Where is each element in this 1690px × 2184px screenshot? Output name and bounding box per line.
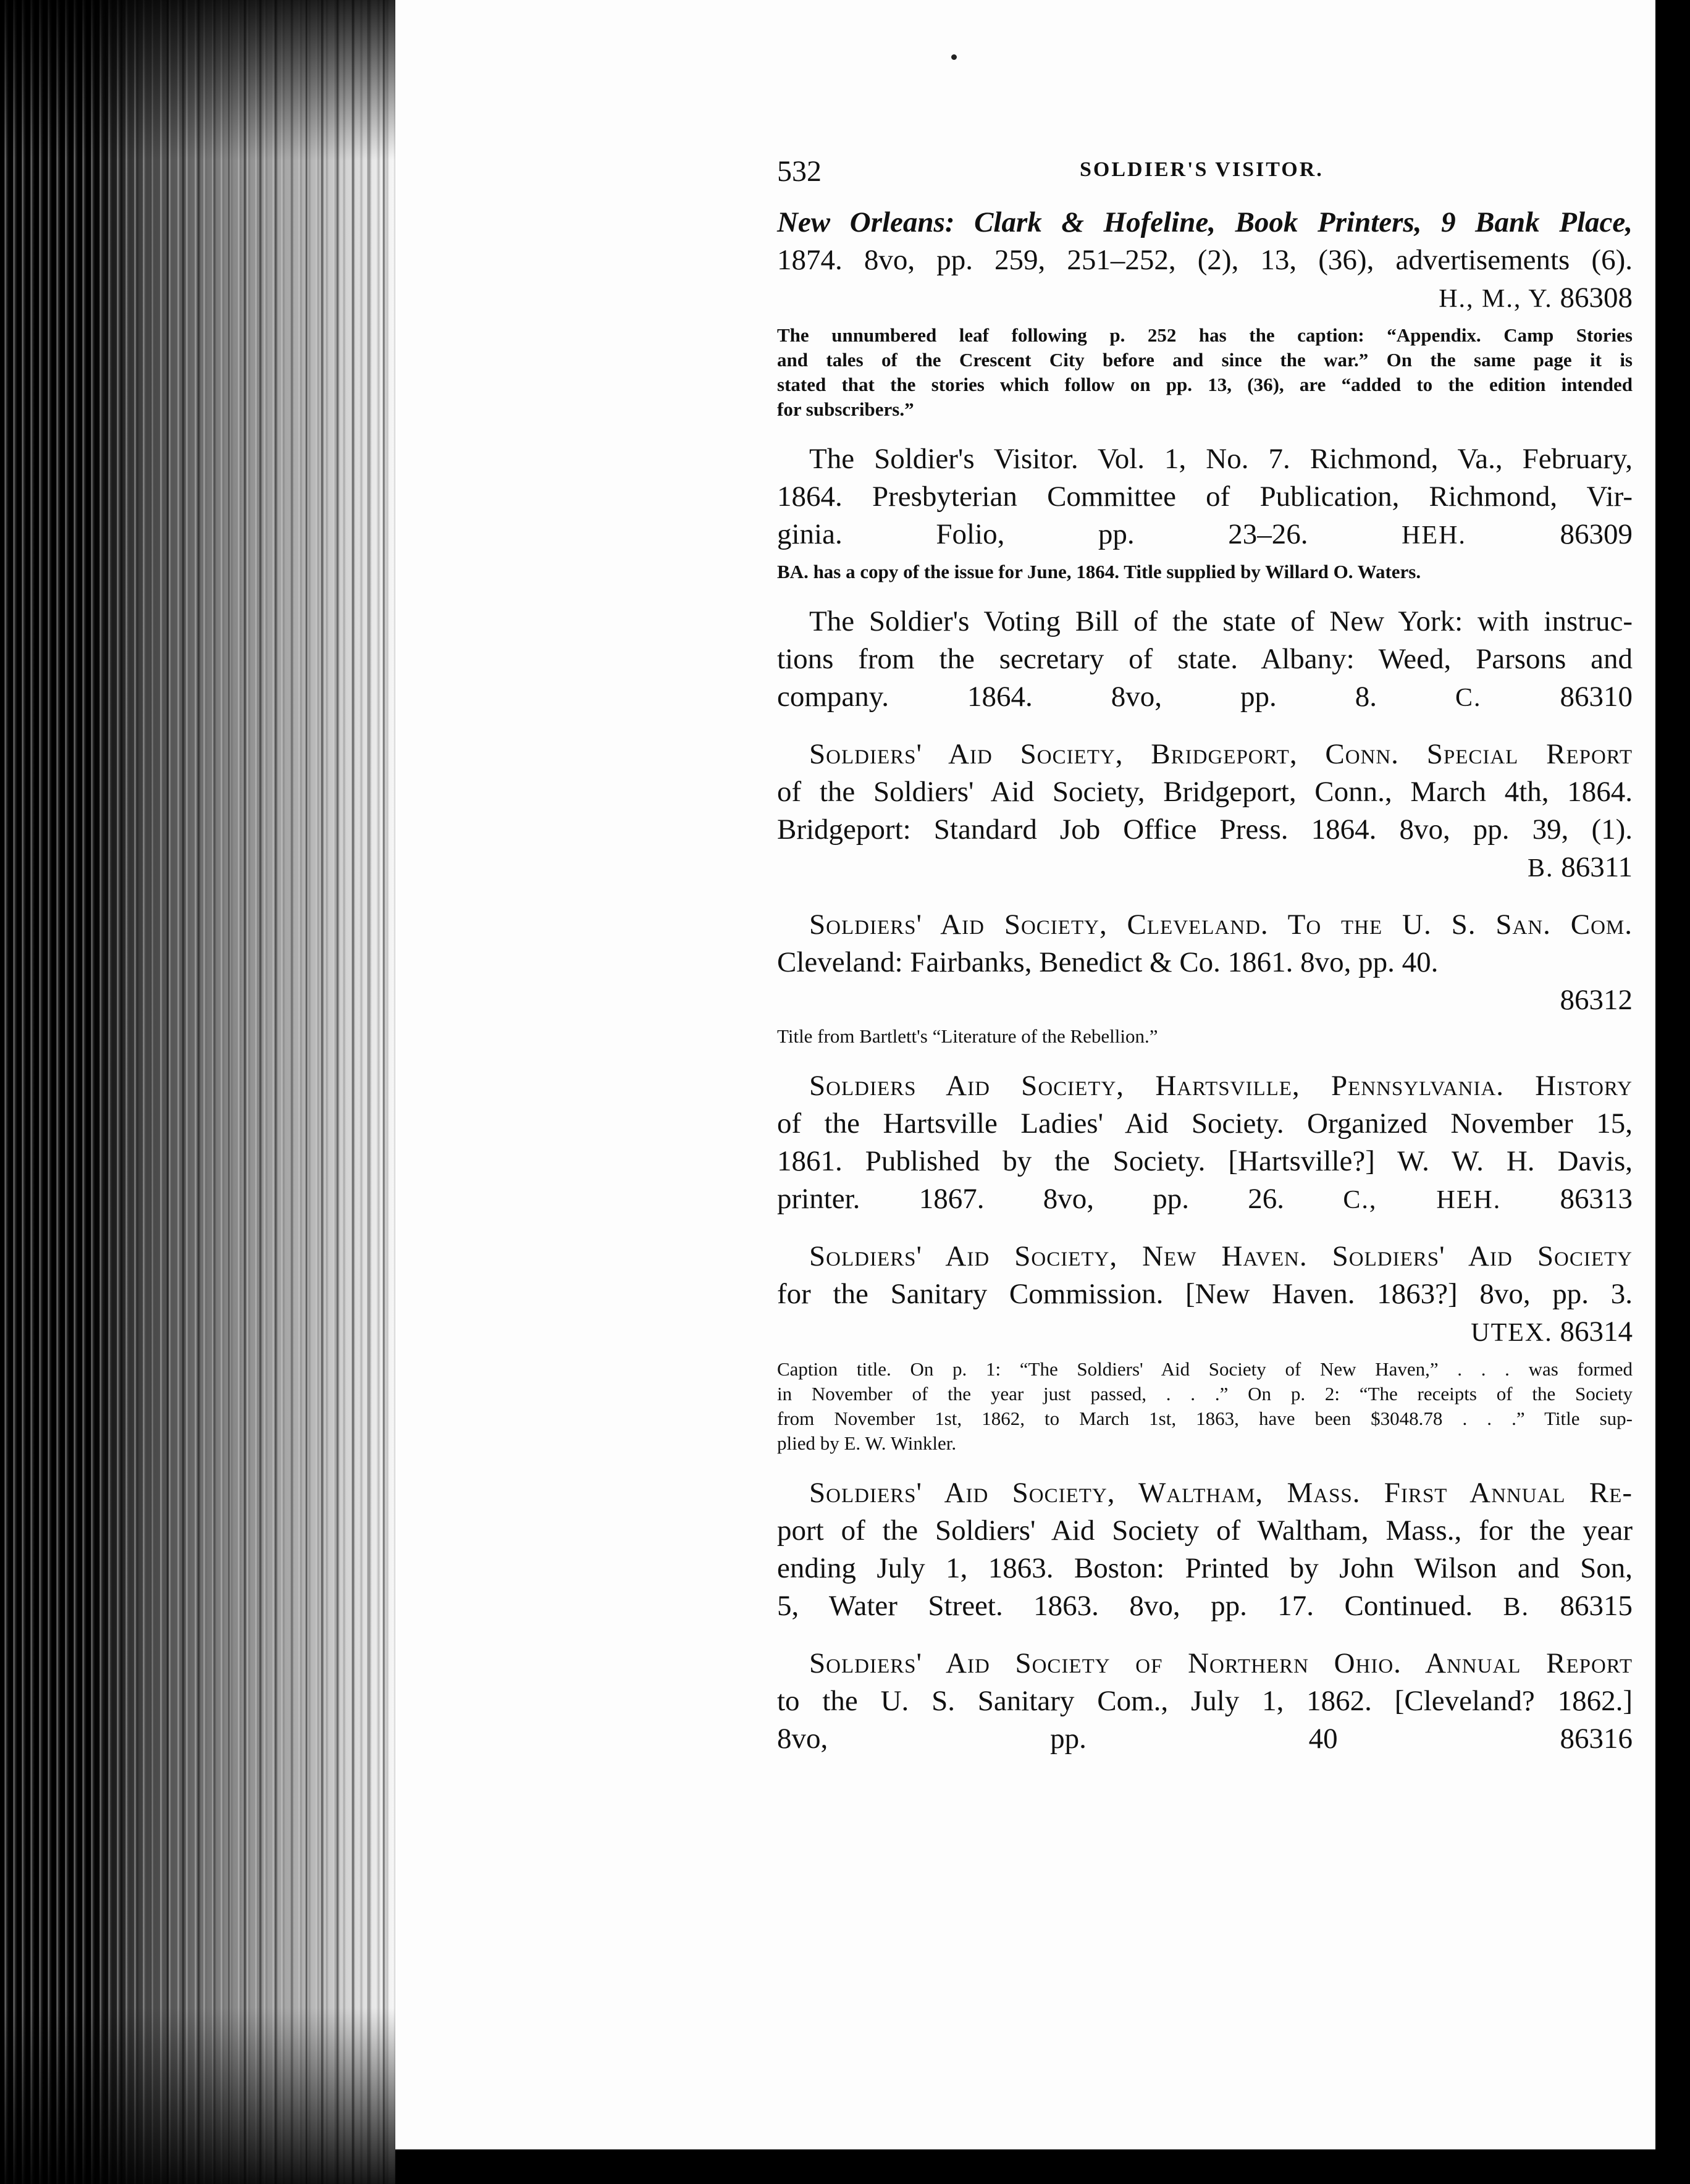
running-head: SOLDIER'S VISITOR. [1080, 158, 1324, 181]
entry-line: 8vo, pp. 40 [777, 1723, 1338, 1755]
entry-line: of the Soldiers' Aid Society, Bridgeport, Conn., March 4th, 1864. [777, 776, 1633, 808]
entry-line-with-number [777, 516, 1633, 555]
entry-line: 1861. Published by the Society. [Hartsville?] W. W. H. Davis, [777, 1145, 1633, 1177]
note-line: stated that the stories which follow on pp. 13, (36), are “added to the edition intended [777, 374, 1633, 395]
entry-line: Bridgeport: Standard Job Office Press. 1864. 8vo, pp. 39, (1). [777, 813, 1633, 846]
entry-locations: C., HEH. [1343, 1186, 1502, 1214]
entry-locations-number [777, 849, 1633, 888]
entry-line: Soldiers Aid Society, Hartsville, Pennsylvania. History [809, 1070, 1633, 1102]
entry-note [777, 323, 1633, 422]
ink-speck [951, 54, 957, 60]
scan-border-right [1655, 0, 1690, 2184]
entry-line: printer. 1867. 8vo, pp. 26. [777, 1183, 1285, 1215]
entry-line-with-number [777, 1720, 1633, 1758]
note-line: Caption title. On p. 1: “The Soldiers' Aid Society of New Haven,” . . . was formed [777, 1358, 1633, 1380]
entry-line: of the Hartsville Ladies' Aid Society. Organized November 15, [777, 1107, 1633, 1140]
entry-line-with-number [777, 1587, 1633, 1626]
entry-locations-number [1343, 1183, 1633, 1215]
entry-number: 86310 [1560, 681, 1633, 713]
bibliography-entry [777, 440, 1633, 555]
entry-line: Soldiers' Aid Society, New Haven. Soldiers' Aid Society [809, 1240, 1633, 1272]
entry-locations-number [1455, 681, 1633, 713]
entry-number: 86312 [1560, 984, 1633, 1016]
entry-locations-number [1402, 518, 1633, 550]
entry-line: The Soldier's Voting Bill of the state of New York: with instruc- [809, 605, 1633, 637]
entry-line: ending July 1, 1863. Boston: Printed by John Wilson and Son, [777, 1552, 1633, 1584]
entry-line: port of the Soldiers' Aid Society of Waltham, Mass., for the year [777, 1514, 1633, 1547]
entry-line-with-number [777, 1180, 1633, 1219]
page-content [777, 148, 1633, 1758]
entry-number: 86311 [1561, 851, 1633, 883]
bibliography-entry [777, 1645, 1633, 1758]
bibliography-entry [777, 1067, 1633, 1219]
bibliography-entry [777, 603, 1633, 717]
note-line: BA. has a copy of the issue for June, 1864. Title supplied by Willard O. Waters. [777, 561, 1421, 582]
note-line: for subscribers.” [777, 398, 914, 420]
spine-shadow [0, 0, 395, 2184]
entry-number: 86314 [1560, 1316, 1633, 1348]
entry-line: tions from the secretary of state. Albany: Weed, Parsons and [777, 643, 1633, 675]
entry-number: 86309 [1560, 518, 1633, 550]
note-line: Title from Bartlett's “Literature of the Rebellion.” [777, 1025, 1158, 1047]
entry-line: The Soldier's Visitor. Vol. 1, No. 7. Richmond, Va., February, [809, 443, 1633, 475]
entry-locations: HEH. [1402, 521, 1466, 550]
page-header [777, 148, 1633, 204]
entry-line: for the Sanitary Commission. [New Haven. 1863?] 8vo, pp. 3. [777, 1278, 1633, 1310]
entry-locations: B. [1503, 1593, 1530, 1621]
entry-line: Soldiers' Aid Society, Cleveland. To the U. S. San. Com. [809, 909, 1633, 941]
note-line: from November 1st, 1862, to March 1st, 1863, have been $3048.78 . . .” Title sup- [777, 1408, 1633, 1429]
entry-locations: H., M., Y. [1439, 285, 1553, 313]
note-line: The unnumbered leaf following p. 252 has the caption: “Appendix. Camp Stories [777, 324, 1633, 346]
note-line: plied by E. W. Winkler. [777, 1432, 957, 1454]
note-line: in November of the year just passed, . . .” On p. 2: “The receipts of the Society [777, 1383, 1633, 1405]
bibliography-entry [777, 1474, 1633, 1626]
entry-number: 86315 [1560, 1590, 1633, 1622]
entry-line: 1864. Presbyterian Committee of Publication, Richmond, Vir- [777, 481, 1633, 513]
entry-line: Cleveland: Fairbanks, Benedict & Co. 1861. 8vo, pp. 40. [777, 946, 1439, 978]
entry-line: Soldiers' Aid Society of Northern Ohio. Annual Report [809, 1647, 1633, 1679]
entry-line: New Orleans: Clark & Hofeline, Book Printers, 9 Bank Place, [777, 206, 1633, 238]
entry-line: Soldiers' Aid Society, Waltham, Mass. First Annual Re- [809, 1477, 1633, 1509]
entry-note [777, 1024, 1633, 1049]
entry-line: to the U. S. Sanitary Com., July 1, 1862. [Cleveland? 1862.] [777, 1685, 1633, 1717]
entry-line: ginia. Folio, pp. 23–26. [777, 518, 1308, 550]
bibliography-entry [777, 1238, 1633, 1352]
bibliography-entry [777, 204, 1633, 318]
entry-locations: UTEX. [1471, 1319, 1553, 1347]
bibliography-entry [777, 736, 1633, 888]
entry-number: 86308 [1560, 282, 1633, 314]
page-number: 532 [777, 155, 822, 188]
entry-locations-number [1503, 1590, 1633, 1622]
entry-number: 86313 [1560, 1183, 1633, 1215]
entry-line: Soldiers' Aid Society, Bridgeport, Conn. Special Report [809, 738, 1633, 770]
bibliography-entry [777, 906, 1633, 1019]
note-line: and tales of the Crescent City before and since the war.” On the same page it is [777, 349, 1633, 371]
entry-line-with-number [777, 678, 1633, 717]
entry-locations-number [777, 279, 1633, 318]
entry-note [777, 560, 1633, 584]
entry-note [777, 1357, 1633, 1456]
entry-locations: C. [1455, 684, 1482, 712]
scan-border-bottom [395, 2149, 1690, 2184]
entry-locations: B. [1527, 854, 1554, 883]
entry-locations-number [777, 1313, 1633, 1352]
entry-line: 5, Water Street. 1863. 8vo, pp. 17. Continued. [777, 1590, 1473, 1622]
entry-number: 86316 [1560, 1723, 1633, 1755]
entry-line: 1874. 8vo, pp. 259, 251–252, (2), 13, (36), advertisements (6). [777, 244, 1633, 276]
entry-line: company. 1864. 8vo, pp. 8. [777, 681, 1377, 713]
